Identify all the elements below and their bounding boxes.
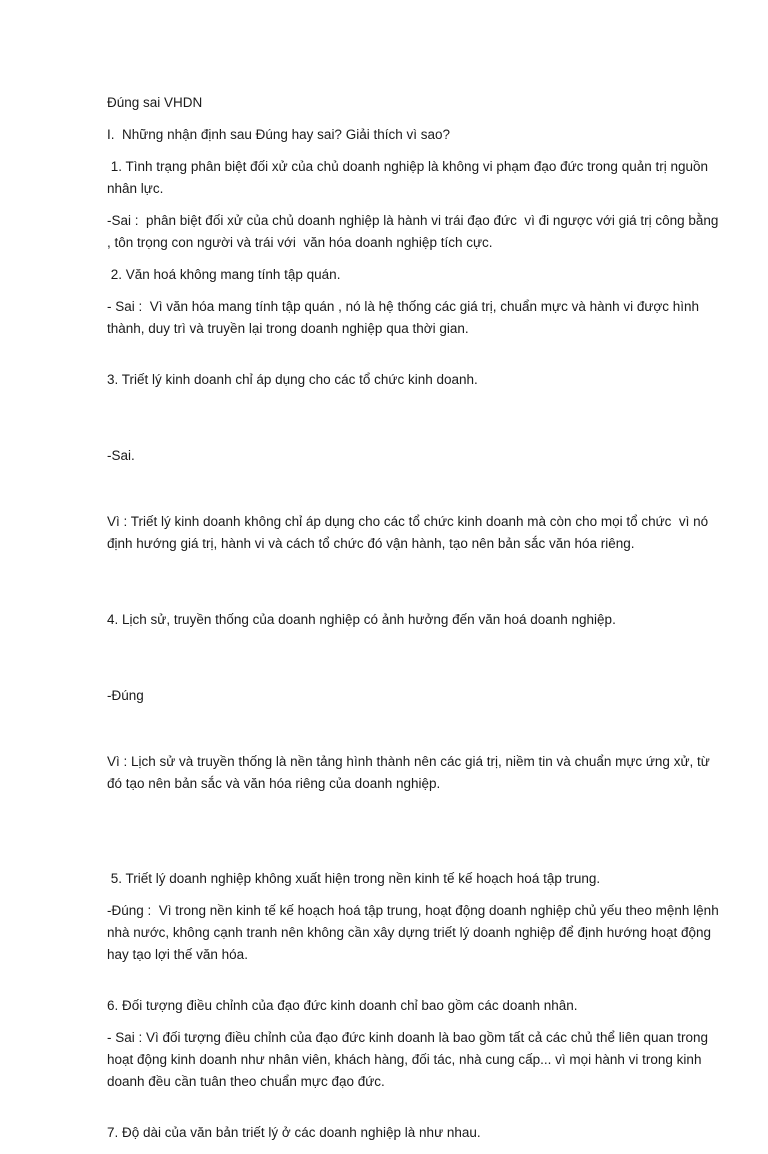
question-4: 4. Lịch sử, truyền thống của doanh nghiệp có ảnh hưởng đến văn hoá doanh nghiệp. xyxy=(107,612,616,627)
answer-3: Vì : Triết lý kinh doanh không chỉ áp dụng cho các tổ chức kinh doanh mà còn cho mọi tổ chức vì nó định hướng giá trị, hành vi và cách tổ chức đó vận hành, tạo nên bản sắc văn hóa riêng. xyxy=(107,514,712,551)
blank-line xyxy=(107,350,719,369)
answer-2: - Sai : Vì văn hóa mang tính tập quán , nó là hệ thống các giá trị, chuẩn mực và hành vi được hình thành, duy trì và truyền lại trong doanh nghiệp qua thời gian. xyxy=(107,299,703,336)
blank-line xyxy=(107,849,719,868)
section-heading: I. Những nhận định sau Đúng hay sai? Giải thích vì sao? xyxy=(107,127,450,142)
verdict-4: -Đúng xyxy=(107,688,144,703)
question-1: 1. Tình trạng phân biệt đối xử của chủ doanh nghiệp là không vi phạm đạo đức trong quản trị nguồn nhân lực. xyxy=(107,159,712,196)
question-7: 7. Độ dài của văn bản triết lý ở các doanh nghiệp là như nhau. xyxy=(107,1125,481,1140)
question-6: 6. Đối tượng điều chỉnh của đạo đức kinh doanh chỉ bao gồm các doanh nhân. xyxy=(107,998,578,1013)
answer-block-3 xyxy=(107,401,719,599)
blank-line xyxy=(107,976,719,995)
document-title: Đúng sai VHDN xyxy=(107,95,203,110)
answer-6: - Sai : Vì đối tượng điều chỉnh của đạo đức kinh doanh là bao gồm tất cả các chủ thể liên quan trong hoạt động kinh doanh như nhân viên, khách hàng, đối tác, nhà cung cấp... vì mọi hành vi trong kinh doanh đều cần tuân theo chuẩn mực đạo đức. xyxy=(107,1030,712,1089)
question-2: 2. Văn hoá không mang tính tập quán. xyxy=(107,267,341,282)
answer-5: -Đúng : Vì trong nền kinh tế kế hoạch hoá tập trung, hoạt động doanh nghiệp chủ yếu theo mệnh lệnh nhà nước, không cạnh tranh nên không cần xây dựng triết lý doanh nghiệp để định hướng hoạt động hay tạo lợi thế văn hóa. xyxy=(107,903,723,962)
answer-4: Vì : Lịch sử và truyền thống là nền tảng hình thành nên các giá trị, niềm tin và chuẩn mực ứng xử, từ đó tạo nên bản sắc và văn hóa riêng của doanh nghiệp. xyxy=(107,754,714,791)
verdict-3: -Sai. xyxy=(107,448,135,463)
answer-block-4 xyxy=(107,641,719,839)
question-3: 3. Triết lý kinh doanh chỉ áp dụng cho các tổ chức kinh doanh. xyxy=(107,372,478,387)
document-body xyxy=(107,92,723,1154)
question-5: 5. Triết lý doanh nghiệp không xuất hiện trong nền kinh tế kế hoạch hoá tập trung. xyxy=(107,871,601,886)
blank-line xyxy=(107,1103,719,1122)
answer-1: -Sai : phân biệt đối xử của chủ doanh nghiệp là hành vi trái đạo đức vì đi ngược với giá trị công bằng , tôn trọng con người và trái với văn hóa doanh nghiệp tích cực. xyxy=(107,213,723,250)
